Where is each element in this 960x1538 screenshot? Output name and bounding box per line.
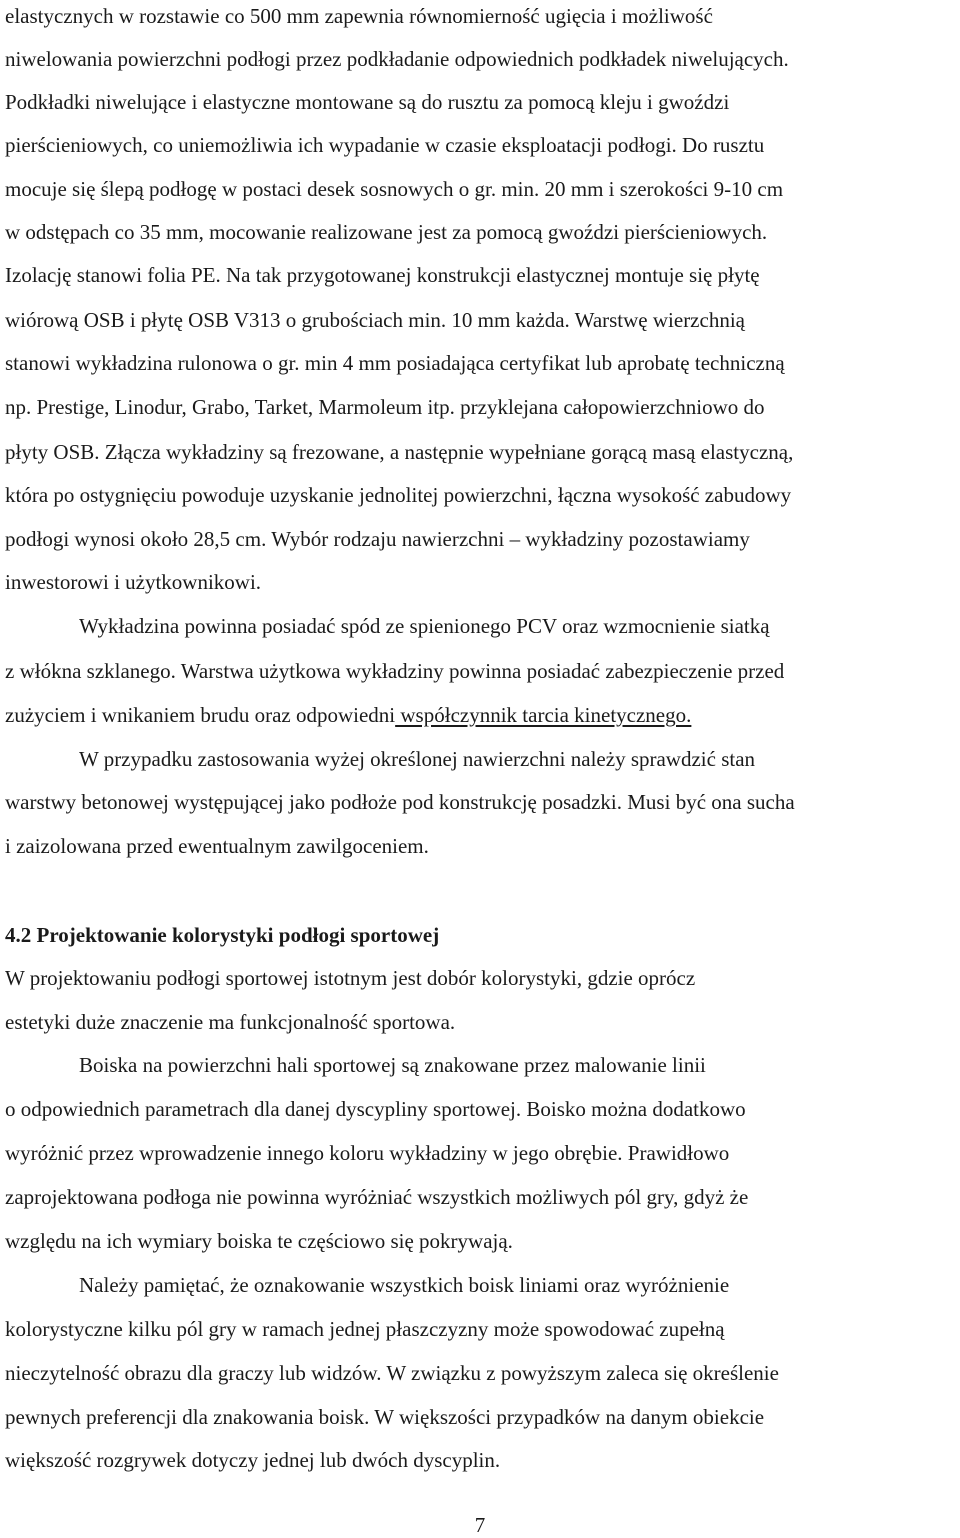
text-line: większość rozgrywek dotyczy jednej lub dwóch dyscyplin. [5,1448,501,1472]
text-line: wiórową OSB i płytę OSB V313 o grubościach min. 10 mm każda. Warstwę wierzchnią [5,308,745,332]
text-line: kolorystyczne kilku pól gry w ramach jednej płaszczyzny może spowodować zupełną [5,1317,725,1341]
text-line: Należy pamiętać, że oznakowanie wszystkich boisk liniami oraz wyróżnienie [79,1273,730,1297]
text-line [5,702,691,728]
text-line: i zaizolowana przed ewentualnym zawilgoceniem. [5,834,429,858]
text-line: Izolację stanowi folia PE. Na tak przygotowanej konstrukcji elastycznej montuje się płytę [5,263,760,287]
text-line: w odstępach co 35 mm, mocowanie realizowane jest za pomocą gwoździ pierścieniowych. [5,220,768,244]
text-line: względu na ich wymiary boiska te częściowo się pokrywają. [5,1229,513,1253]
text-line: mocuje się ślepą podłogę w postaci desek sosnowych o gr. min. 20 mm i szerokości 9-10 cm [5,177,784,201]
text-line: Boiska na powierzchni hali sportowej są znakowane przez malowanie linii [79,1053,706,1077]
text-line: zaprojektowana podłoga nie powinna wyróżniać wszystkich możliwych pól gry, gdyż że [5,1185,749,1209]
underlined-text: współczynnik tarcia kinetycznego. [395,703,692,727]
text-line: która po ostygnięciu powoduje uzyskanie jednolitej powierzchni, łączna wysokość zabudowy [5,483,792,507]
text-line: nieczytelność obrazu dla graczy lub widzów. W związku z powyższym zaleca się określenie [5,1361,779,1385]
text-line: niwelowania powierzchni podłogi przez podkładanie odpowiednich podkładek niwelujących. [5,47,789,71]
text-line: z włókna szklanego. Warstwa użytkowa wykładziny powinna posiadać zabezpieczenie przed [5,659,785,683]
plain-text: zużyciem i wnikaniem brudu oraz odpowiedni [5,703,396,727]
text-line: pierścieniowych, co uniemożliwia ich wypadanie w czasie eksploatacji podłogi. Do rusztu [5,133,765,157]
text-line: podłogi wynosi około 28,5 cm. Wybór rodzaju nawierzchni – wykładziny pozostawiamy [5,527,750,551]
text-line: Podkładki niwelujące i elastyczne montowane są do rusztu za pomocą kleju i gwoździ [5,90,730,114]
text-line: estetyki duże znaczenie ma funkcjonalność sportowa. [5,1010,456,1034]
text-line: np. Prestige, Linodur, Grabo, Tarket, Marmoleum itp. przyklejana całopowierzchniowo do [5,395,765,419]
text-line: Wykładzina powinna posiadać spód ze spienionego PCV oraz wzmocnienie siatką [79,614,770,638]
text-line: stanowi wykładzina rulonowa o gr. min 4 mm posiadająca certyfikat lub aprobatę techniczną [5,351,785,375]
text-line: wyróżnić przez wprowadzenie innego koloru wykładziny w jego obrębie. Prawidłowo [5,1141,730,1165]
text-line: elastycznych w rozstawie co 500 mm zapewnia równomierność ugięcia i możliwość [5,4,713,28]
text-line: inwestorowi i użytkownikowi. [5,570,262,594]
text-line: warstwy betonowej występującej jako podłoże pod konstrukcję posadzki. Musi być ona sucha [5,790,795,814]
text-line: pewnych preferencji dla znakowania boisk. W większości przypadków na danym obiekcie [5,1405,765,1429]
text-line: płyty OSB. Złącza wykładziny są frezowane, a następnie wypełniane gorącą masą elastyczną, [5,440,794,464]
text-line: o odpowiednich parametrach dla danej dyscypliny sportowej. Boisko można dodatkowo [5,1097,746,1121]
section-heading: 4.2 Projektowanie kolorystyki podłogi sportowej [5,923,440,947]
text-line: W projektowaniu podłogi sportowej istotnym jest dobór kolorystyki, gdzie oprócz [5,966,696,990]
text-line: W przypadku zastosowania wyżej określonej nawierzchni należy sprawdzić stan [79,747,756,771]
page-number: 7 [474,1513,486,1537]
